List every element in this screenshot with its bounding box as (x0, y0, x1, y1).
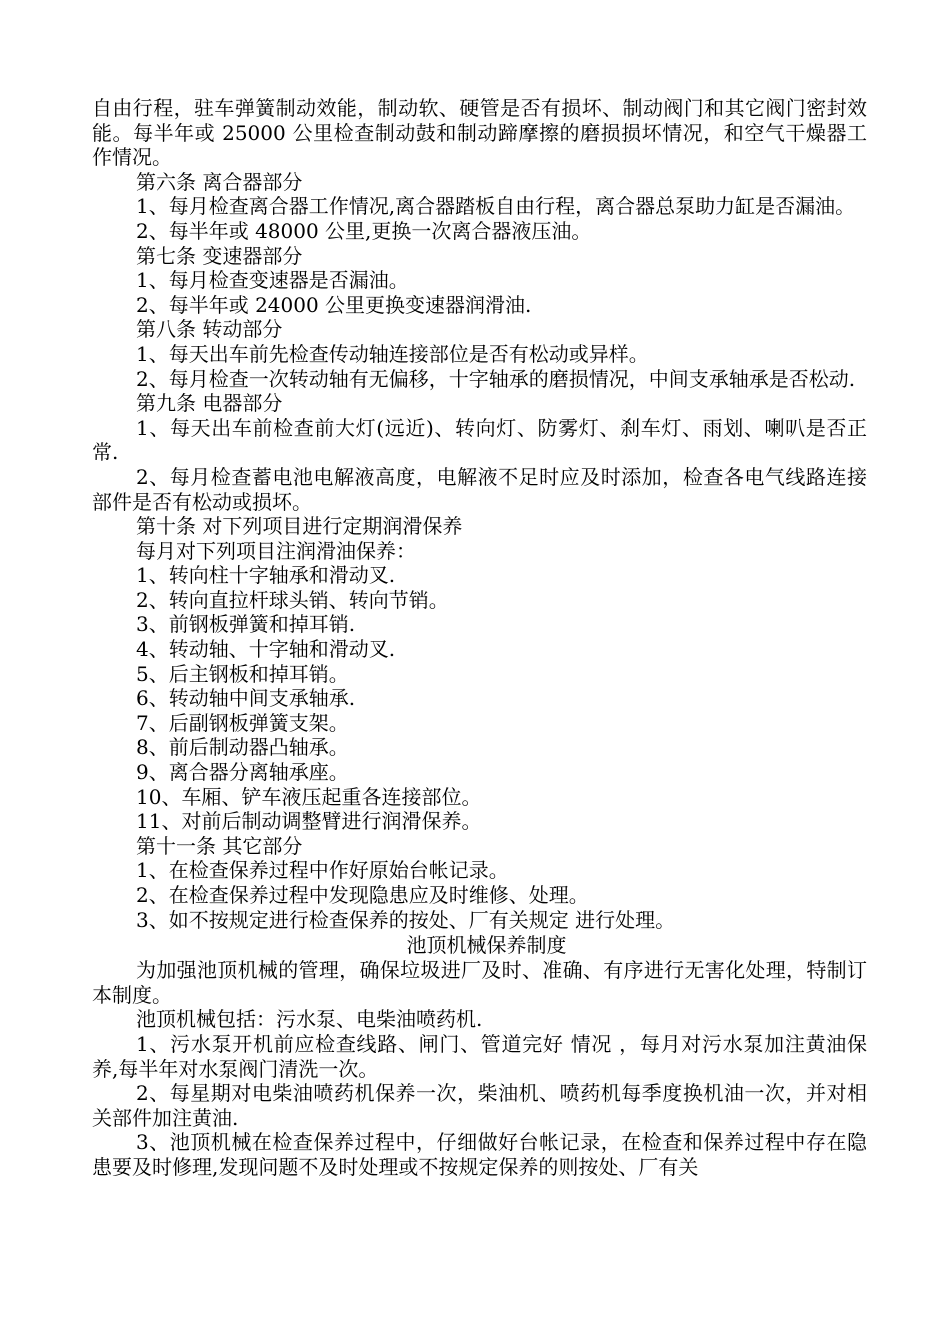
article-11-heading: 第十一条 其它部分 (136, 833, 303, 858)
document-page (92, 96, 867, 1180)
section-paragraph: 2、每星期对电柴油喷药机保养一次，柴油机、喷药机每季度换机油一次，并对相关部件加注黄油. (92, 1081, 867, 1130)
section-paragraph: 池顶机械包括：污水泵、电柴油喷药机. (136, 1007, 483, 1032)
list-item: 2、每月检查蓄电池电解液高度，电解液不足时应及时添加，检查各电气线路连接部件是否有松动或损坏。 (92, 464, 867, 514)
list-item: 1、每天出车前先检查传动轴连接部位是否有松动或异样。 (136, 341, 649, 366)
section-title: 池顶机械保养制度 (406, 933, 567, 958)
article-9-heading: 第九条 电器部分 (136, 391, 283, 416)
article-6-heading: 第六条 离合器部分 (136, 169, 303, 194)
article-8-heading: 第八条 转动部分 (136, 317, 283, 342)
list-item: 8、前后制动器凸轴承。 (136, 735, 349, 760)
list-item: 1、每天出车前检查前大灯(远近)、转向灯、防雾灯、刹车灯、雨划、喇叭是否正常. (92, 415, 867, 465)
list-item: 11、对前后制动调整臂进行润滑保养。 (136, 809, 482, 834)
list-item: 1、每月检查变速器是否漏油。 (136, 268, 409, 293)
section-paragraph: 为加强池顶机械的管理，确保垃圾进厂及时、准确、有序进行无害化处理，特制订本制度。 (92, 958, 867, 1007)
list-item: 3、前钢板弹簧和掉耳销. (136, 612, 356, 637)
list-item: 1、转向柱十字轴承和滑动叉. (136, 563, 396, 588)
list-item: 2、转向直拉杆球头销、转向节销。 (136, 587, 449, 612)
list-item: 2、在检查保养过程中发现隐患应及时维修、处理。 (136, 883, 589, 907)
list-item: 9、离合器分离轴承座。 (136, 760, 349, 785)
list-item: 4、转动轴、十字轴和滑动叉. (136, 637, 396, 662)
list-item: 5、后主钢板和掉耳销。 (136, 661, 349, 686)
list-item: 3、如不按规定进行检查保养的按处、厂有关规定 进行处理。 (136, 907, 676, 932)
section-paragraph: 1、污水泵开机前应检查线路、闸门、管道完好 情况 ，每月对污水泵加注黄油保养,每半年对水泵阀门清洗一次。 (92, 1031, 867, 1081)
list-item: 7、后副钢板弹簧支架。 (136, 710, 349, 735)
list-item: 1、在检查保养过程中作好原始台帐记录。 (136, 858, 509, 883)
paragraph-continuation: 自由行程，驻车弹簧制动效能，制动软、硬管是否有损坏、制动阀门和其它阀门密封效能。每半年或 25000 公里检查制动鼓和制动蹄摩擦的磨损损坏情况，和空气干燥器工作情况。 (92, 96, 867, 170)
article-10-heading: 第十条 对下列项目进行定期润滑保养 (136, 514, 463, 539)
section-paragraph: 3、池顶机械在检查保养过程中，仔细做好台帐记录，在检查和保养过程中存在隐患要及时修理,发现问题不及时处理或不按规定保养的则按处、厂有关 (92, 1130, 867, 1179)
list-item: 6、转动轴中间支承轴承. (136, 686, 356, 711)
list-item: 1、每月检查离合器工作情况,离合器踏板自由行程，离合器总泵助力缸是否漏油。 (136, 194, 856, 219)
article-7-heading: 第七条 变速器部分 (136, 243, 303, 268)
list-item: 2、每半年或 48000 公里,更换一次离合器液压油。 (136, 218, 592, 243)
list-intro: 每月对下列项目注润滑油保养： (136, 538, 416, 563)
list-item: 2、每半年或 24000 公里更换变速器润滑油. (136, 292, 532, 317)
list-item: 2、每月检查一次转动轴有无偏移，十字轴承的磨损情况，中间支承轴承是否松动. (136, 366, 856, 391)
list-item: 10、车厢、铲车液压起重各连接部位。 (136, 784, 482, 809)
